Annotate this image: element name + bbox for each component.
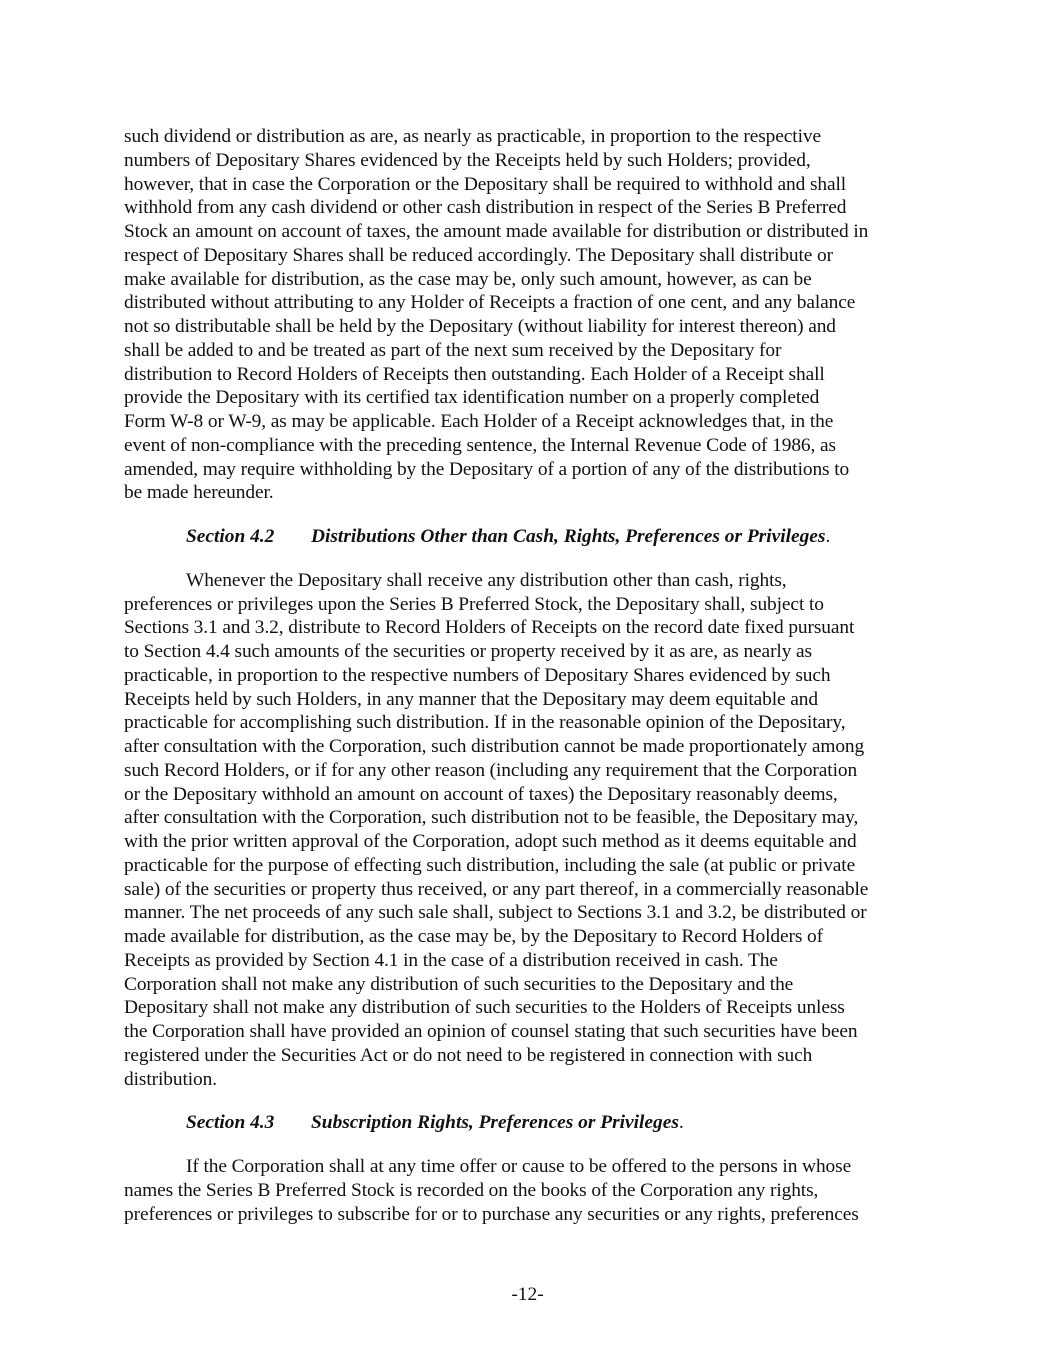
text-line: Depositary shall not make any distribution of such securities to the Holders of Receipts unless [124,997,845,1019]
text-line: Corporation shall not make any distribution of such securities to the Depositary and the [124,973,794,995]
text-line: names the Series B Preferred Stock is recorded on the books of the Corporation any rights, [124,1179,819,1201]
text-line: event of non-compliance with the preceding sentence, the Internal Revenue Code of 1986, as [124,434,836,456]
text-line: amended, may require withholding by the Depositary of a portion of any of the distributions to [124,458,850,480]
section-4-2-body [124,569,936,1092]
text-line: however, that in case the Corporation or the Depositary shall be required to withhold and shall [124,173,847,195]
text-line: respect of Depositary Shares shall be reduced accordingly. The Depositary shall distribute or [124,244,834,266]
text-line: Receipts as provided by Section 4.1 in the case of a distribution received in cash. The [124,949,778,971]
text-line: such dividend or distribution as are, as nearly as practicable, in proportion to the respective [124,126,821,147]
section-4-3-body [124,1155,936,1226]
text-line: Form W-8 or W-9, as may be applicable. Each Holder of a Receipt acknowledges that, in the [124,411,834,432]
text-line: sale) of the securities or property thus received, or any part thereof, in a commercially reasonable [124,878,869,900]
section-number: Section 4.2 [186,526,275,547]
section-title-period: . [678,1112,684,1134]
text-line: or the Depositary withhold an amount on account of taxes) the Depositary reasonably deems, [124,783,838,805]
section-title-period: . [825,526,831,547]
text-line: Receipts held by such Holders, in any manner that the Depositary may deem equitable and [124,688,819,710]
text-line: registered under the Securities Act or do not need to be registered in connection with such [124,1044,813,1066]
text-line: shall be added to and be treated as part of the next sum received by the Depositary for [124,339,782,361]
text-line: practicable for the purpose of effecting such distribution, including the sale (at public or private [124,854,856,876]
section-number: Section 4.3 [186,1112,275,1134]
text-line: distribution. [124,1068,217,1090]
text-line: provide the Depositary with its certified tax identification number on a properly completed [124,387,820,409]
text-line: manner. The net proceeds of any such sale shall, subject to Sections 3.1 and 3.2, be distributed or [124,902,867,924]
section-4-2-heading [124,525,936,549]
paragraph-dividend-distribution [124,125,936,505]
text-line: distribution to Record Holders of Receipts then outstanding. Each Holder of a Receipt shall [124,363,825,385]
section-title: Distributions Other than Cash, Rights, Preferences or Privileges [311,526,826,547]
text-line: practicable, in proportion to the respective numbers of Depositary Shares evidenced by such [124,664,831,686]
text-line: Whenever the Depositary shall receive any distribution other than cash, rights, [186,569,787,591]
text-line: practicable for accomplishing such distribution. If in the reasonable opinion of the Depositary, [124,712,846,734]
text-line: the Corporation shall have provided an opinion of counsel stating that such securities have been [124,1021,858,1042]
text-line: such Record Holders, or if for any other reason (including any requirement that the Corporation [124,759,858,781]
section-4-3-heading [124,1111,936,1135]
text-line: Sections 3.1 and 3.2, distribute to Record Holders of Receipts on the record date fixed pursuant [124,617,855,639]
text-line: numbers of Depositary Shares evidenced by the Receipts held by such Holders; provided, [124,149,811,171]
document-page [124,125,936,1226]
page-number: -12- [511,1284,544,1305]
text-line: preferences or privileges upon the Series B Preferred Stock, the Depositary shall, subject to [124,593,824,615]
text-line: withhold from any cash dividend or other cash distribution in respect of the Series B Preferred [124,197,847,219]
text-line: to Section 4.4 such amounts of the securities or property received by it as are, as nearly as [124,641,813,662]
text-line: made available for distribution, as the case may be, by the Depositary to Record Holders of [124,926,823,947]
text-line: distributed without attributing to any Holder of Receipts a fraction of one cent, and any balance [124,292,856,314]
text-line: make available for distribution, as the case may be, only such amount, however, as can be [124,268,812,290]
text-line: after consultation with the Corporation, such distribution cannot be made proportionately among [124,736,865,757]
text-line: If the Corporation shall at any time offer or cause to be offered to the persons in whose [186,1156,852,1177]
text-line: be made hereunder. [124,482,274,504]
text-line: not so distributable shall be held by the Depositary (without liability for interest thereon) and [124,316,836,337]
text-line: preferences or privileges to subscribe for or to purchase any securities or any rights, preferences [124,1203,859,1225]
section-title: Subscription Rights, Preferences or Privileges [311,1112,679,1134]
text-line: with the prior written approval of the Corporation, adopt such method as it deems equitable and [124,831,857,852]
text-line: Stock an amount on account of taxes, the amount made available for distribution or distributed in [124,221,869,242]
text-line: after consultation with the Corporation, such distribution not to be feasible, the Depositary may, [124,807,859,829]
